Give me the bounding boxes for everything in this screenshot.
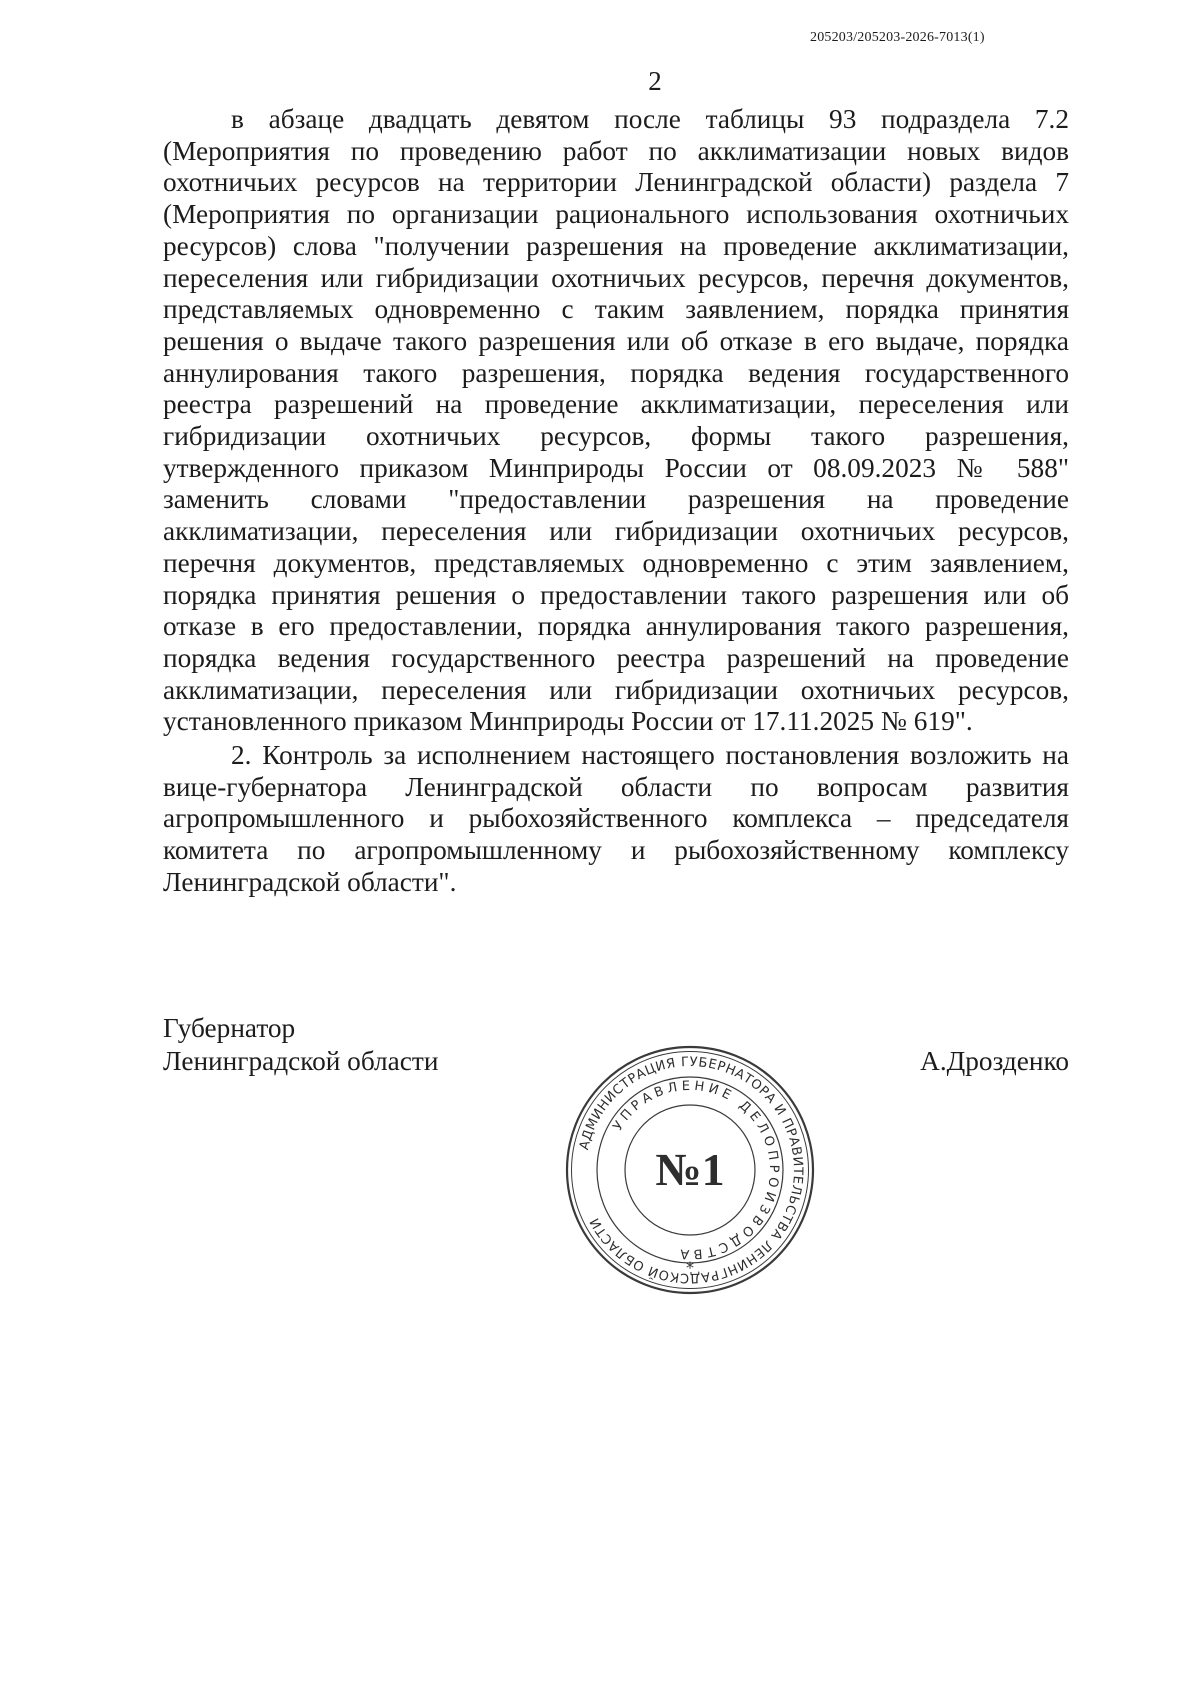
page-number: 2	[648, 66, 662, 96]
signatory-name: А.Дрозденко	[920, 1046, 1069, 1076]
registration-number: 205203/205203-2026-7013(1)	[810, 30, 985, 45]
signatory-title	[163, 1012, 438, 1078]
seal-center-number: №1	[655, 1144, 725, 1195]
official-seal	[560, 1040, 820, 1300]
paragraph-control: 2. Контроль за исполнением настоящего постановления возложить на вице-губернатора Ленинградской области по вопросам развития агропромышленного и рыбохозяйственного комплекса – председателя комитета по агропромышленному и рыбохозяйственному комплексу Ленинградской области".	[163, 740, 1069, 897]
signatory-title-line-2: Ленинградской области	[163, 1046, 439, 1076]
signatory-title-line-1: Губернатор	[163, 1013, 296, 1043]
seal-star: *	[686, 1258, 694, 1277]
paragraph-amendment: в абзаце двадцать девятом после таблицы 93 подраздела 7.2 (Мероприятия по проведению работ по акклиматизации новых видов охотничьих ресурсов на территории Ленинградской области) раздела 7 (Мероприятия по организации рационального использования охотничьих ресурсов) слова "получении разрешения на проведение акклиматизации, переселения или гибридизации охотничьих ресурсов, перечня документов, представляемых одновременно с таким заявлением, порядка принятия решения о выдаче такого разрешения или об отказе в его выдаче, порядка аннулирования такого разрешения, порядка ведения государственного реестра разрешений на проведение акклиматизации, переселения или гибридизации охотничьих ресурсов, формы такого разрешения, утвержденного приказом Минприроды России от 08.09.2023 № 588" заменить словами "предоставлении разрешения на проведение акклиматизации, переселения или гибридизации охотничьих ресурсов, перечня документов, представляемых одновременно с этим заявлением, порядка принятия решения о предоставлении такого разрешения или об отказе в его предоставлении, порядка аннулирования такого разрешения, порядка ведения государственного реестра разрешений на проведение акклиматизации, переселения или гибридизации охотничьих ресурсов, установленного приказом Минприроды России от 17.11.2025 № 619".	[163, 104, 1069, 737]
seal-inner-text-path: УПРАВЛЕНИЕ ДЕЛОПРОИЗВОДСТВА	[610, 1078, 782, 1262]
seal-outer-text-path: АДМИНИСТРАЦИЯ ГУБЕРНАТОРА И ПРАВИТЕЛЬСТВА ЛЕНИНГРАДСКОЙ ОБЛАСТИ	[577, 1054, 806, 1286]
document-body	[163, 104, 1069, 899]
